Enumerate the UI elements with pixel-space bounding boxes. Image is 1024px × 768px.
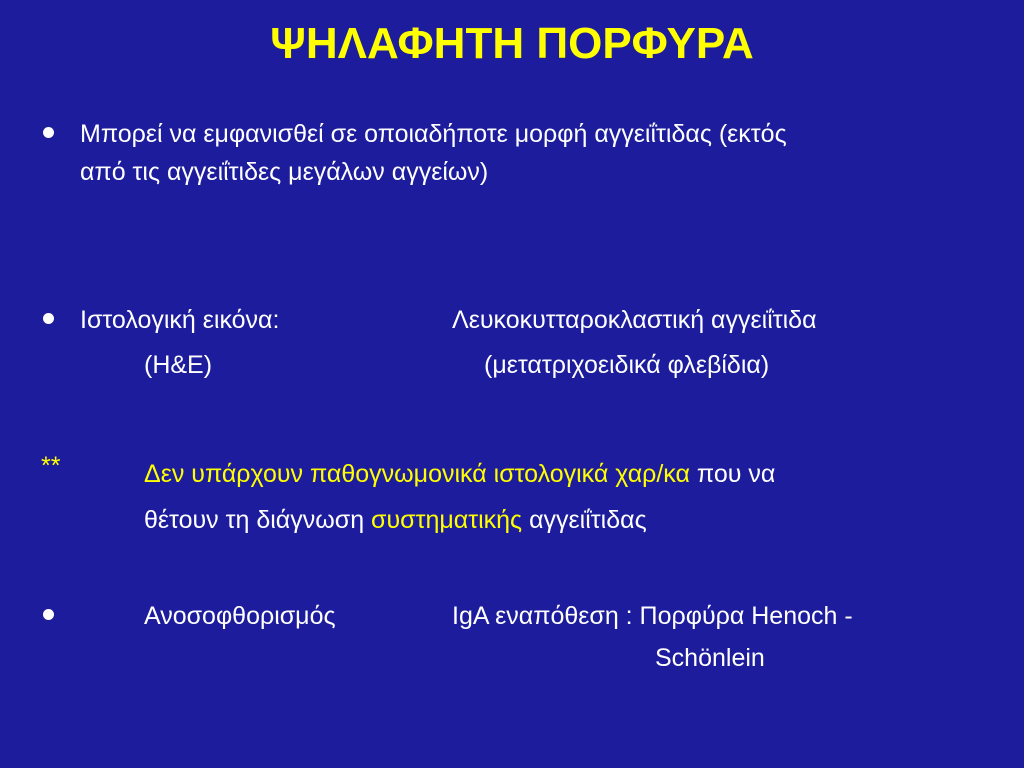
note-line1 (144, 462, 775, 487)
note-text: αγγειΐτιδας (529, 506, 647, 534)
bullet-icon (43, 127, 54, 138)
note-text: που να (696, 460, 776, 488)
bullet-icon (43, 609, 54, 620)
item1-line2: από τις αγγειΐτιδες μεγάλων αγγείων) (80, 158, 489, 186)
slide-title: ΨΗΛΑΦΗΤΗ ΠΟΡΦΥΡΑ (270, 19, 754, 68)
histology-value: Λευκοκυτταροκλαστική αγγειΐτιδα (452, 306, 817, 334)
immunofluorescence-value: IgA εναπόθεση : Πορφύρα Henoch - (452, 602, 853, 630)
immunofluorescence-label: Ανοσοφθορισμός (144, 602, 336, 630)
note-marker: ** (41, 452, 61, 480)
note-text: θέτουν τη διάγνωση (144, 506, 365, 534)
note-line2 (144, 508, 647, 533)
histology-stain: (H&E) (144, 351, 213, 379)
note-highlight: συστηματικής (371, 506, 523, 534)
note-highlight: Δεν υπάρχουν παθογνωμονικά ιστολογικά χαρ/κα (144, 460, 690, 488)
immunofluorescence-value-cont: Schönlein (655, 644, 765, 672)
histology-label: Ιστολογική εικόνα: (80, 306, 280, 334)
bullet-icon (43, 313, 54, 324)
item1-line1: Μπορεί να εμφανισθεί σε οποιαδήποτε μορφή αγγειΐτιδας (εκτός (80, 120, 787, 148)
histology-value-sub: (μετατριχοειδικά φλεβίδια) (484, 351, 770, 379)
